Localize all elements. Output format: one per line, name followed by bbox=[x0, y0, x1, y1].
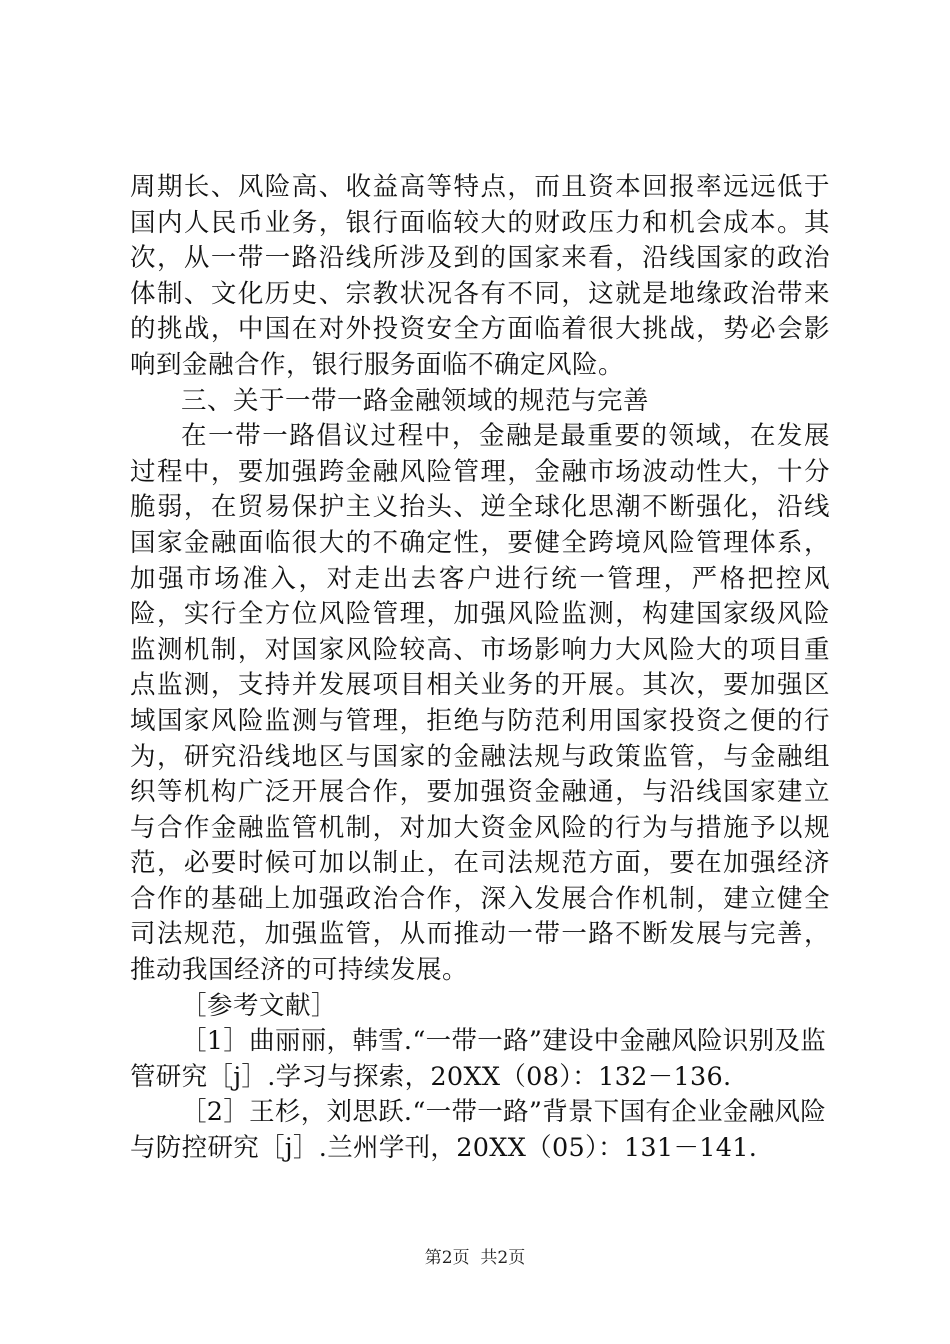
section-paragraph: 在一带一路倡议过程中，金融是最重要的领域，在发展过程中，要加强跨金融风险管理，金融市场波动性大，十分脆弱，在贸易保护主义抬头、逆全球化思潮不断强化，沿线国家金融面临很大的不确定性，要健全跨境风险管理体系，加强市场准入，对走出去客户进行统一管理，严格把控风险，实行全方位风险管理，加强风险监测，构建国家级风险监测机制，对国家风险较高、市场影响力大风险大的项目重点监测，支持并发展项目相关业务的开展。其次，要加强区域国家风险监测与管理，拒绝与防范利用国家投资之便的行为，研究沿线地区与国家的金融法规与政策监管，与金融组织等机构广泛开展合作，要加强资金融通，与沿线国家建立与合作金融监管机制，对加大资金风险的行为与措施予以规范，必要时候可加以制止，在司法规范方面，要在加强经济合作的基础上加强政治合作，深入发展合作机制，建立健全司法规范，加强监管，从而推动一带一路不断发展与完善，推动我国经济的可持续发展。 bbox=[130, 421, 830, 986]
references-heading: ［参考文献］ bbox=[181, 990, 338, 1021]
reference-item-1: ［1］曲丽丽，韩雪.“一带一路”建设中金融风险识别及监管研究［j］.学习与探索，20XX（08）：132－136. bbox=[130, 1026, 827, 1092]
document-body bbox=[130, 170, 830, 1167]
reference-item-2: ［2］王杉，刘思跃.“一带一路”背景下国有企业金融风险与防控研究［j］.兰州学刊，20XX（05）：131－141. bbox=[130, 1097, 827, 1164]
section-heading: 三、关于一带一路金融领域的规范与完善 bbox=[181, 385, 650, 416]
continuation-paragraph: 周期长、风险高、收益高等特点，而且资本回报率远远低于国内人民币业务，银行面临较大的财政压力和机会成本。其次，从一带一路沿线所涉及到的国家来看，沿线国家的政治体制、文化历史、宗教状况各有不同，这就是地缘政治带来的挑战，中国在对外投资安全方面临着很大挑战，势必会影响到金融合作，银行服务面临不确定风险。 bbox=[130, 172, 830, 380]
page-footer bbox=[0, 1243, 950, 1268]
page-number-label: 第2页 共2页 bbox=[424, 1248, 526, 1268]
